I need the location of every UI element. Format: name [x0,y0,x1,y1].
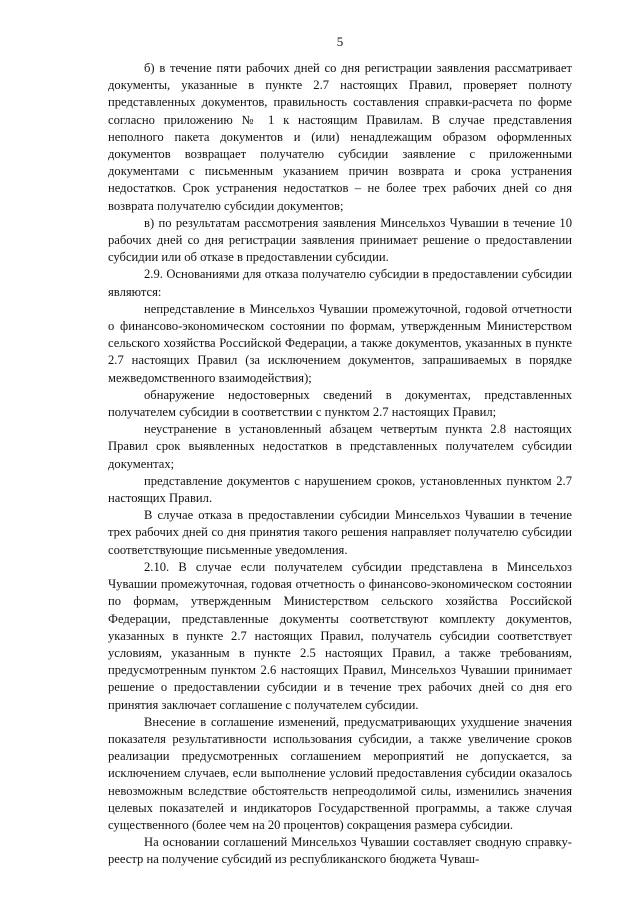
page-number: 5 [336,34,344,49]
paragraph: На основании соглашений Минсельхоз Чувашии составляет сводную справку-реестр на получение субсидий из республиканского бюджета Чуваш- [108,835,572,867]
paragraph: в) по результатам рассмотрения заявления Минсельхоз Чувашии в течение 10 рабочих дней со дня регистрации заявления принимает решение о предоставлении субсидии или об отказе в предоставлении субсидии. [108,215,572,265]
paragraph: представление документов с нарушением сроков, установленных пунктом 2.7 настоящих Правил. [108,473,572,506]
paragraph: непредставление в Минсельхоз Чувашии промежуточной, годовой отчетности о финансово-экономическом состоянии по формам, утвержденным Министерством сельского хозяйства Российской Федерации, а также документов, указанных в пункте 2.7 настоящих Правил (за исключением документов, запрашиваемых в порядке межведомственного взаимодействия); [108,301,572,385]
document-body [108,60,572,869]
paragraph: В случае отказа в предоставлении субсидии Минсельхоз Чувашии в течение трех рабочих дней со дня принятия такого решения направляет получателю субсидии соответствующие письменные уведомления. [108,508,572,557]
paragraph: 2.10. В случае если получателем субсидии представлена в Минсельхоз Чувашии промежуточная, годовая отчетность о финансово-экономическом состоянии по формам, утвержденным Министерством сельского хозяйства Российской Федерации, представленные документы соответствуют комплекту документов, указанных в пункте 2.7 настоящих Правил, получатель субсидии соответствует условиям, указанным в пункте 2.5 настоящих Правил, а также требованиям, предусмотренным пунктом 2.6 настоящих Правил, Минсельхоз Чувашии принимает решение о предоставлении субсидии и в течение трех рабочих дней со дня его принятия заключает соглашение с получателем субсидии. [108,559,572,712]
paragraph: б) в течение пяти рабочих дней со дня регистрации заявления рассматривает документы, указанные в пункте 2.7 настоящих Правил, проверяет полноту представленных документов, правильность составления справки-расчета по форме согласно приложению № 1 к настоящим Правилам. В случае представления неполного пакета документов и (или) ненадлежащим образом оформленных документов возвращает получателю субсидии заявление с приложенными документами с письменным указанием причин возврата и срока устранения недостатков. Срок устранения недостатков – не более трех рабочих дней со дня возврата получателю субсидии документов; [108,61,572,213]
paragraph: обнаружение недостоверных сведений в документах, представленных получателем субсидии в соответствии с пунктом 2.7 настоящих Правил; [108,387,572,420]
paragraph: неустранение в установленный абзацем четвертым пункта 2.8 настоящих Правил срок выявленных недостатков в представленных получателем субсидии документах; [108,422,572,471]
paragraph: Внесение в соглашение изменений, предусматривающих ухудшение значения показателя результативности использования субсидии, а также увеличение сроков реализации предусмотренных соглашением мероприятий не допускается, за исключением случаев, если выполнение условий предоставления субсидии оказалось невозможным вследствие обстоятельств непреодолимой силы, изменились значения целевых показателей и индикаторов Государственной программы, а также случая существенного (более чем на 20 процентов) сокращения размера субсидии. [108,714,572,832]
paragraph: 2.9. Основаниями для отказа получателю субсидии в предоставлении субсидии являются: [108,267,572,299]
